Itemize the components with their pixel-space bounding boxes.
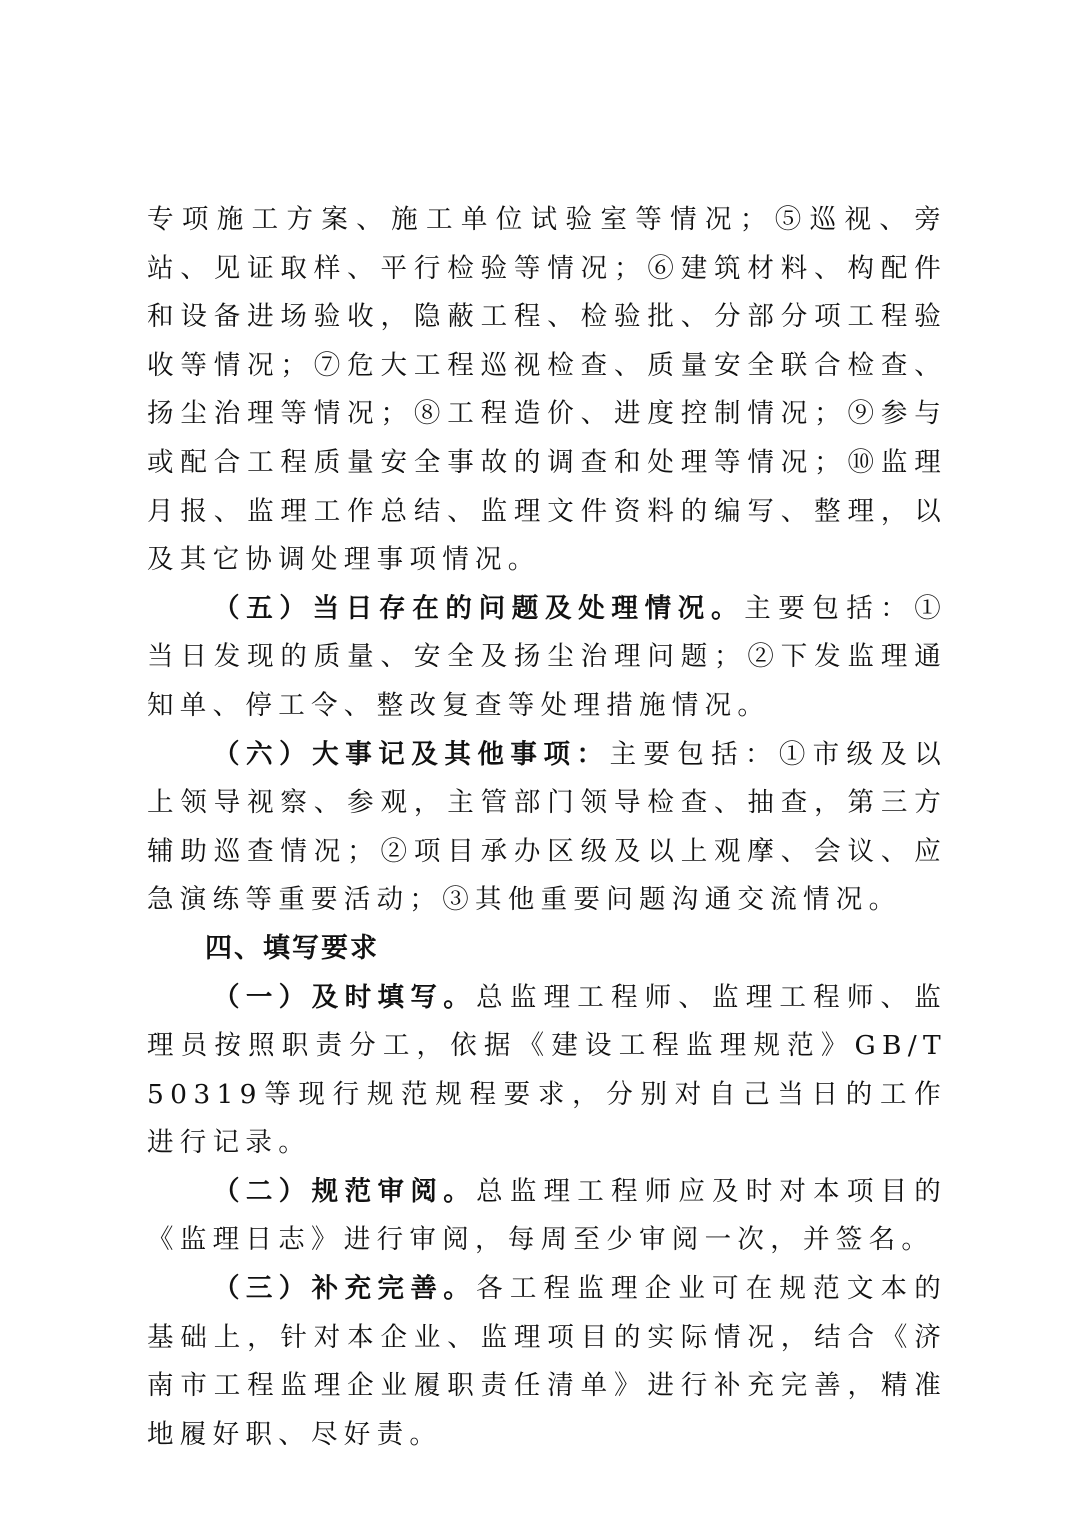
paragraph-lead: （六）大事记及其他事项： [213, 738, 610, 770]
paragraph-continuation [147, 196, 947, 585]
requirement-timely-fill [147, 974, 947, 1168]
document-page [147, 196, 947, 1459]
requirement-lead: （二）规范审阅。 [213, 1175, 477, 1207]
paragraph-item-five [147, 585, 947, 731]
paragraph-text: 主要包括：①当日发现的质量、安全及扬尘治理问题；②下发监理通知单、停工令、整改复查等处理措施情况。 [147, 592, 948, 721]
requirement-supplement [147, 1265, 947, 1459]
paragraph-lead: （五）当日存在的问题及处理情况。 [213, 592, 745, 624]
requirement-lead: （一）及时填写。 [213, 981, 477, 1013]
paragraph-text: 专项施工方案、施工单位试验室等情况；⑤巡视、旁站、见证取样、平行检验等情况；⑥建筑材料、构配件和设备进场验收，隐蔽工程、检验批、分部分项工程验收等情况；⑦危大工程巡视检查、质量安全联合检查、扬尘治理等情况；⑧工程造价、进度控制情况；⑨参与或配合工程质量安全事故的调查和处理等情况；⑩监理月报、监理工作总结、监理文件资料的编写、整理，以及其它协调处理事项情况。 [147, 204, 947, 576]
requirement-text: 总监理工程师应及时对本项目的《监理日志》进行审阅，每周至少审阅一次，并签名。 [147, 1175, 948, 1256]
requirement-text: 总监理工程师、监理工程师、监理员按照职责分工，依据《建设工程监理规范》GB/T50319等现行规范规程要求，分别对自己当日的工作进行记录。 [147, 981, 948, 1159]
requirement-lead: （三）补充完善。 [213, 1273, 477, 1305]
requirement-standard-review [147, 1168, 947, 1265]
paragraph-item-six [147, 731, 947, 925]
requirement-text: 各工程监理企业可在规范文本的基础上，针对本企业、监理项目的实际情况，结合《济南市工程监理企业履职责任清单》进行补充完善，精准地履好职、尽好责。 [147, 1273, 948, 1450]
paragraph-text: 主要包括：①市级及以上领导视察、参观，主管部门领导检查、抽查，第三方辅助巡查情况；②项目承办区级及以上观摩、会议、应急演练等重要活动；③其他重要问题沟通交流情况。 [147, 738, 948, 916]
section-heading: 四、填写要求 [205, 932, 379, 964]
